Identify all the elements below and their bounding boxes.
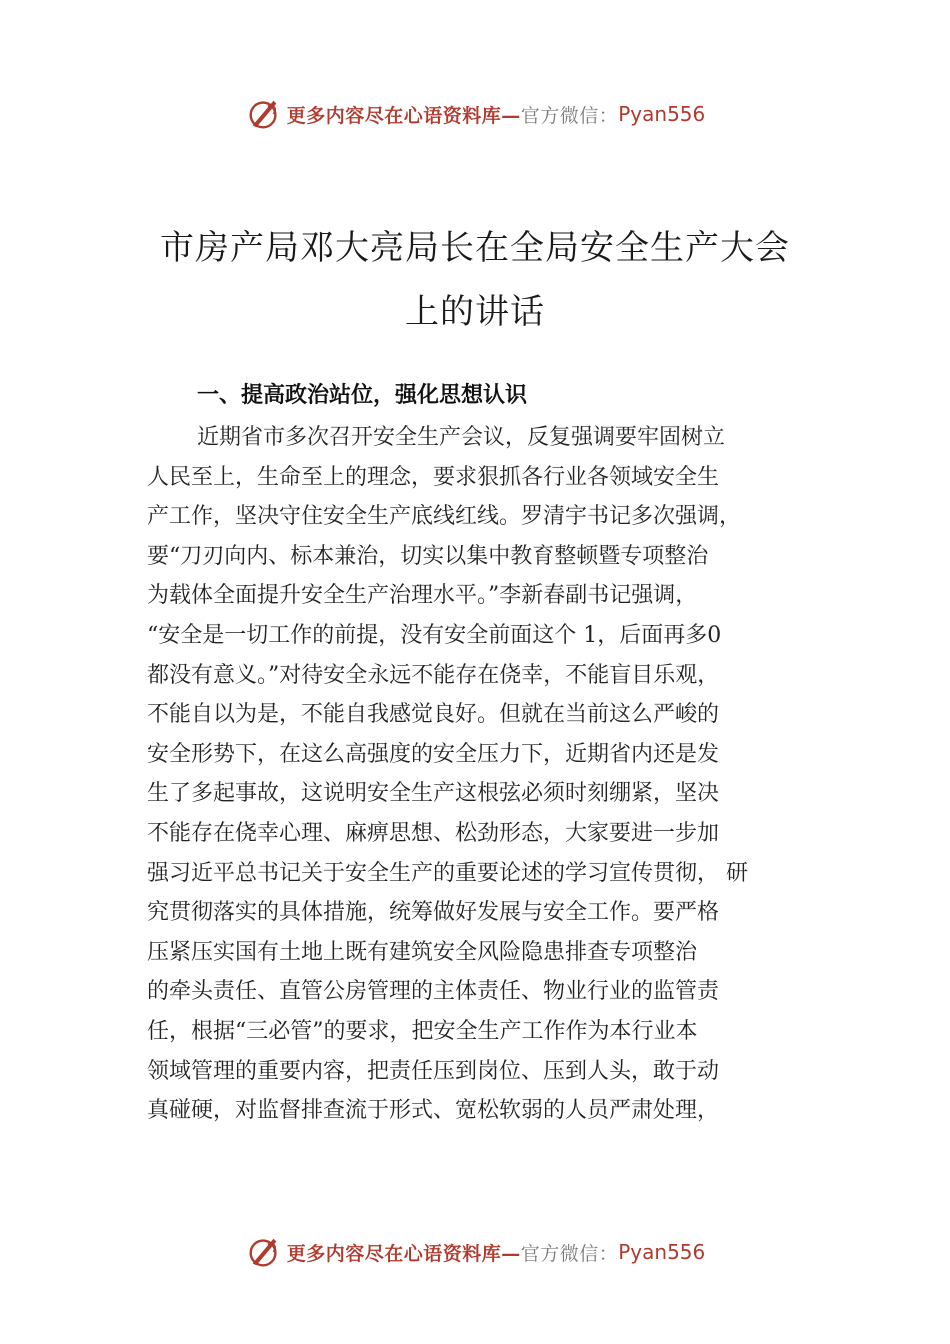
document-title — [120, 216, 830, 344]
body-line: 生了多起事故，这说明安全生产这根弦必须时刻绷紧，坚决 — [147, 781, 720, 807]
body-line: 产工作，坚决守住安全生产底线红线。罗清宇书记多次强调， — [147, 504, 742, 530]
body-line: 真碰硬，对监督排查流于形式、宽松软弱的人员严肃处理， — [147, 1098, 720, 1124]
watermark-label: 官方微信： — [520, 104, 619, 127]
body-line: 领域管理的重要内容，把责任压到岗位、压到人头，敢于动 — [147, 1058, 720, 1084]
quill-logo-icon — [245, 95, 283, 133]
body-paragraph — [147, 418, 827, 1131]
body-line: “安全是一切工作的前提，没有安全前面这个 1，后面再多0 — [147, 622, 722, 648]
watermark-text: 更多内容尽在心语资料库— — [286, 1242, 521, 1265]
section-heading: 一、提高政治站位，强化思想认识 — [197, 383, 528, 408]
body-line: 究贯彻落实的具体措施，统筹做好发展与安全工作。要严格 — [147, 900, 720, 926]
body-line: 压紧压实国有土地上既有建筑安全风险隐患排查专项整治 — [147, 939, 698, 965]
body-line: 安全形势下，在这么高强度的安全压力下，近期省内还是发 — [147, 741, 720, 767]
quill-logo-icon — [245, 1233, 283, 1271]
watermark-banner-top — [0, 94, 950, 134]
body-line: 的牵头责任、直管公房管理的主体责任、物业行业的监管责 — [147, 979, 720, 1005]
body-line: 为载体全面提升安全生产治理水平。”李新春副书记强调， — [147, 583, 698, 609]
watermark-text: 更多内容尽在心语资料库— — [286, 104, 521, 127]
watermark-id: Pyan556 — [618, 1240, 706, 1264]
body-line: 不能存在侥幸心理、麻痹思想、松劲形态，大家要进一步加 — [147, 820, 720, 846]
body-line: 近期省市多次召开安全生产会议，反复强调要牢固树立 — [197, 425, 726, 450]
body-line: 强习近平总书记关于安全生产的重要论述的学习宣传贯彻， 研 — [147, 860, 748, 886]
title-line: 上的讲话 — [405, 292, 545, 332]
body-line: 人民至上，生命至上的理念，要求狠抓各行业各领域安全生 — [147, 464, 720, 490]
body-line: 都没有意义。”对待安全永远不能存在侥幸，不能盲目乐观， — [147, 662, 720, 688]
watermark-label: 官方微信： — [520, 1242, 619, 1265]
watermark-id: Pyan556 — [618, 102, 706, 126]
body-line: 要“刀刃向内、标本兼治，切实以集中教育整顿暨专项整治 — [147, 543, 709, 569]
title-line: 市房产局邓大亮局长在全局安全生产大会 — [160, 228, 790, 268]
watermark-banner-bottom — [0, 1232, 950, 1272]
body-line: 任，根据“三必管”的要求，把安全生产工作作为本行业本 — [147, 1018, 698, 1044]
body-line: 不能自以为是，不能自我感觉良好。但就在当前这么严峻的 — [147, 702, 720, 728]
